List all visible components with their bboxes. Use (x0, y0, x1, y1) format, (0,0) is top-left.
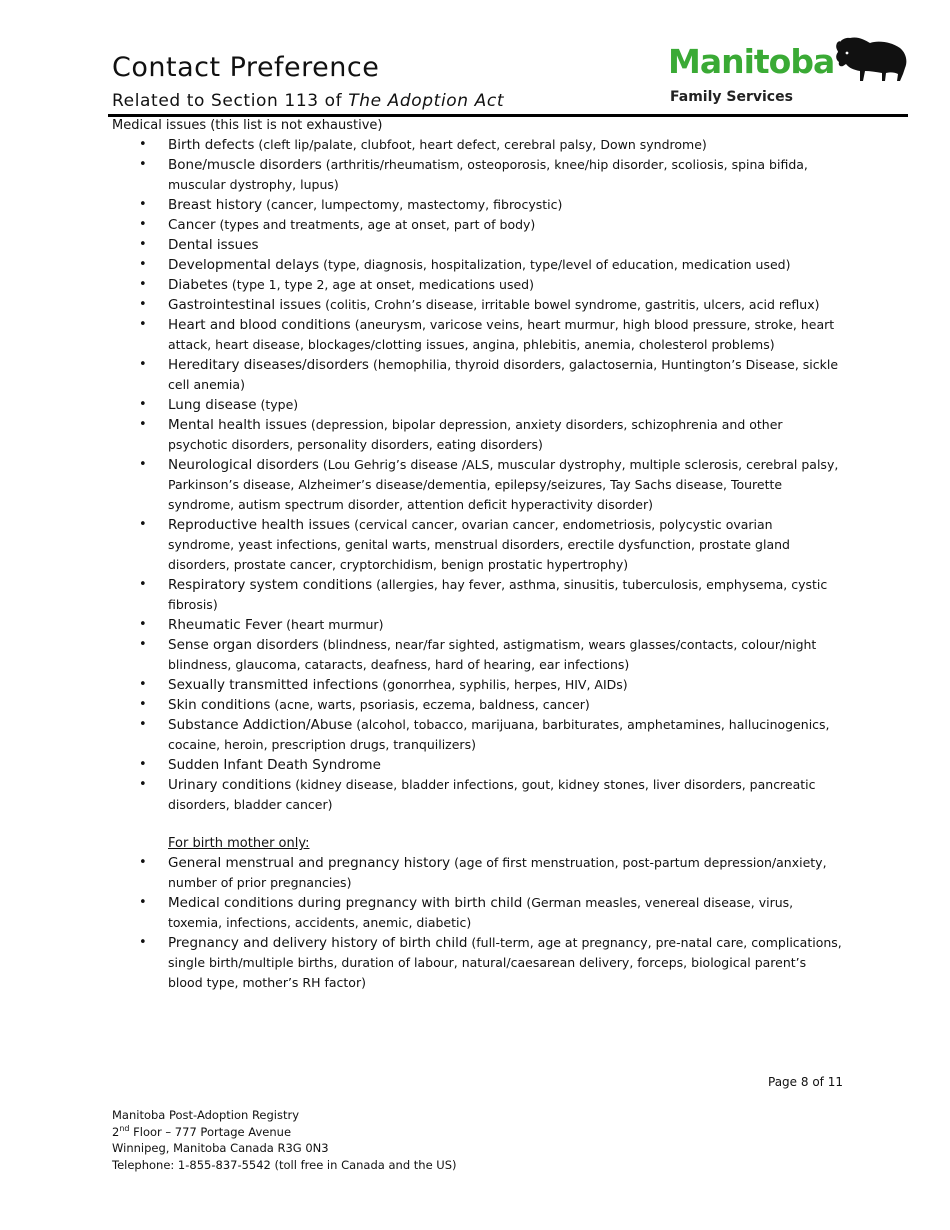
item-title: Lung disease (168, 397, 257, 413)
item-title: Diabetes (168, 277, 228, 293)
list-item (112, 893, 842, 933)
bullet-icon: • (139, 517, 147, 532)
bullet-icon: • (139, 677, 147, 692)
bullet-icon: • (139, 717, 147, 732)
item-detail: (heart murmur) (282, 617, 384, 632)
item-detail: (gonorrhea, syphilis, herpes, HIV, AIDs) (378, 677, 628, 692)
list-item (112, 155, 842, 195)
list-item (112, 775, 842, 815)
bullet-icon: • (139, 397, 147, 412)
page-title: Contact Preference (112, 52, 380, 83)
bullet-icon: • (139, 697, 147, 712)
footer-floor (112, 1124, 457, 1141)
item-detail: (arthritis/rheumatism, osteoporosis, knee/hip disorder, scoliosis, spina bifida, muscular dystrophy, lupus) (168, 157, 808, 192)
item-title: Heart and blood conditions (168, 317, 351, 333)
item-detail: (depression, bipolar depression, anxiety disorders, schizophrenia and other psychotic disorders, personality disorders, eating disorders) (168, 417, 783, 452)
item-title: Dental issues (168, 237, 259, 253)
item-title: Reproductive health issues (168, 517, 351, 533)
item-detail: (alcohol, tobacco, marijuana, barbiturates, amphetamines, hallucinogenics, cocaine, heroin, prescription drugs, tranquilizers) (168, 717, 830, 752)
item-title: Gastrointestinal issues (168, 297, 322, 313)
bullet-icon: • (139, 935, 147, 950)
item-detail: (blindness, near/far sighted, astigmatism, wears glasses/contacts, colour/night blindness, glaucoma, cataracts, deafness, hard of hearing, ear infections) (168, 637, 817, 672)
medical-issues-list (112, 135, 842, 815)
bullet-icon: • (139, 417, 147, 432)
birth-mother-list (112, 853, 842, 993)
list-item (112, 195, 842, 215)
list-item (112, 395, 842, 415)
item-title: Breast history (168, 197, 263, 213)
item-detail: (full-term, age at pregnancy, pre-natal care, complications, single birth/multiple births, duration of labour, natural/caesarean delivery, forceps, biological parent’s blood type, mother’s RH factor) (168, 935, 842, 990)
list-item (112, 295, 842, 315)
list-item (112, 695, 842, 715)
list-item (112, 415, 842, 455)
item-title: Mental health issues (168, 417, 307, 433)
bullet-icon: • (139, 197, 147, 212)
list-item (112, 215, 842, 235)
item-detail: (type, diagnosis, hospitalization, type/level of education, medication used) (319, 257, 791, 272)
item-detail: (kidney disease, bladder infections, gout, kidney stones, liver disorders, pancreatic disorders, bladder cancer) (168, 777, 816, 812)
intro-text: Medical issues (this list is not exhaustive) (112, 118, 383, 133)
bullet-icon: • (139, 257, 147, 272)
bullet-icon: • (139, 297, 147, 312)
bullet-icon: • (139, 457, 147, 472)
item-title: Hereditary diseases/disorders (168, 357, 369, 373)
floor-number: 2 (112, 1124, 120, 1139)
item-detail: (aneurysm, varicose veins, heart murmur, high blood pressure, stroke, heart attack, heart disease, blockages/clotting issues, angina, phlebitis, anemia, cholesterol problems) (168, 317, 835, 352)
list-item (112, 715, 842, 755)
floor-street: Floor – 777 Portage Avenue (129, 1124, 292, 1139)
list-item (112, 615, 842, 635)
list-item (112, 933, 842, 993)
page-number: Page 8 of 11 (768, 1075, 843, 1089)
logo-wordmark: Manitoba (668, 42, 835, 81)
bullet-icon: • (139, 317, 147, 332)
item-title: Rheumatic Fever (168, 617, 283, 633)
item-detail: (allergies, hay fever, asthma, sinusitis, tuberculosis, emphysema, cystic fibrosis) (168, 577, 828, 612)
floor-suffix: nd (119, 1123, 130, 1133)
footer-phone: Telephone: 1-855-837-5542 (toll free in Canada and the US) (112, 1157, 457, 1172)
list-item (112, 635, 842, 675)
bullet-icon: • (139, 855, 147, 870)
footer-address (112, 1107, 457, 1173)
item-title: Neurological disorders (168, 457, 319, 473)
list-item (112, 515, 842, 575)
footer-city: Winnipeg, Manitoba Canada R3G 0N3 (112, 1141, 329, 1155)
list-item (112, 235, 842, 255)
list-item (112, 455, 842, 515)
bullet-icon: • (139, 757, 147, 772)
item-title: Urinary conditions (168, 777, 292, 793)
item-detail: (type 1, type 2, age at onset, medications used) (227, 277, 534, 292)
item-detail: (cleft lip/palate, clubfoot, heart defect, cerebral palsy, Down syndrome) (254, 137, 707, 152)
item-detail: (age of first menstruation, post-partum depression/anxiety, number of prior pregnancies) (168, 855, 827, 890)
item-title: Sudden Infant Death Syndrome (168, 757, 381, 773)
document-body (112, 116, 842, 993)
bison-icon (832, 34, 910, 86)
footer-org: Manitoba Post-Adoption Registry (112, 1108, 300, 1122)
item-detail: (cervical cancer, ovarian cancer, endometriosis, polycystic ovarian syndrome, yeast infections, genital warts, menstrual disorders, erectile dysfunction, prostate gland disorders, prostate cancer, cryptorchidism, benign prostatic hypertrophy) (168, 517, 790, 572)
bullet-icon: • (139, 577, 147, 592)
bullet-icon: • (139, 157, 147, 172)
item-title: Pregnancy and delivery history of birth child (168, 935, 468, 951)
item-detail: (cancer, lumpectomy, mastectomy, fibrocystic) (262, 197, 563, 212)
list-item (112, 275, 842, 295)
item-title: Respiratory system conditions (168, 577, 373, 593)
item-detail: (hemophilia, thyroid disorders, galactosernia, Huntington’s Disease, sickle cell anemia) (168, 357, 839, 392)
list-item (112, 135, 842, 155)
item-detail: (acne, warts, psoriasis, eczema, baldness, cancer) (270, 697, 590, 712)
bullet-icon: • (139, 637, 147, 652)
bullet-icon: • (139, 217, 147, 232)
item-title: Skin conditions (168, 697, 271, 713)
list-item (112, 755, 842, 775)
item-title: Bone/muscle disorders (168, 157, 322, 173)
bullet-icon: • (139, 357, 147, 372)
subtitle-act: The Adoption Act (348, 91, 505, 111)
item-title: Birth defects (168, 137, 255, 153)
bullet-icon: • (139, 277, 147, 292)
item-detail: (types and treatments, age at onset, part of body) (215, 217, 536, 232)
bullet-icon: • (139, 237, 147, 252)
item-detail: (German measles, venereal disease, virus, toxemia, infections, accidents, anemic, diabetic) (168, 895, 794, 930)
bullet-icon: • (139, 137, 147, 152)
bullet-icon: • (139, 777, 147, 792)
item-title: Cancer (168, 217, 216, 233)
list-item (112, 575, 842, 615)
item-detail: (type) (256, 397, 299, 412)
item-detail: (Lou Gehrig’s disease /ALS, muscular dystrophy, multiple sclerosis, cerebral palsy, Parkinson’s disease, Alzheimer’s disease/dementia, epilepsy/seizures, Tay Sachs disease, Tourette syndrome, autism spectrum disorder, attention deficit hyperactivity disorder) (168, 457, 839, 512)
list-item (112, 315, 842, 355)
subtitle-prefix: Related to Section 113 of (112, 91, 349, 111)
logo-subtitle: Family Services (670, 89, 793, 105)
list-item (112, 675, 842, 695)
birth-mother-heading: For birth mother only: (168, 836, 310, 851)
manitoba-logo (668, 34, 910, 108)
item-detail: (colitis, Crohn’s disease, irritable bowel syndrome, gastritis, ulcers, acid reflux) (321, 297, 820, 312)
item-title: Sexually transmitted infections (168, 677, 379, 693)
item-title: Substance Addiction/Abuse (168, 717, 353, 733)
bullet-icon: • (139, 895, 147, 910)
list-item (112, 255, 842, 275)
list-item (112, 853, 842, 893)
item-title: Developmental delays (168, 257, 320, 273)
item-title: Medical conditions during pregnancy with birth child (168, 895, 523, 911)
list-item (112, 355, 842, 395)
item-title: Sense organ disorders (168, 637, 319, 653)
bullet-icon: • (139, 617, 147, 632)
page-subtitle (112, 91, 504, 111)
item-title: General menstrual and pregnancy history (168, 855, 451, 871)
